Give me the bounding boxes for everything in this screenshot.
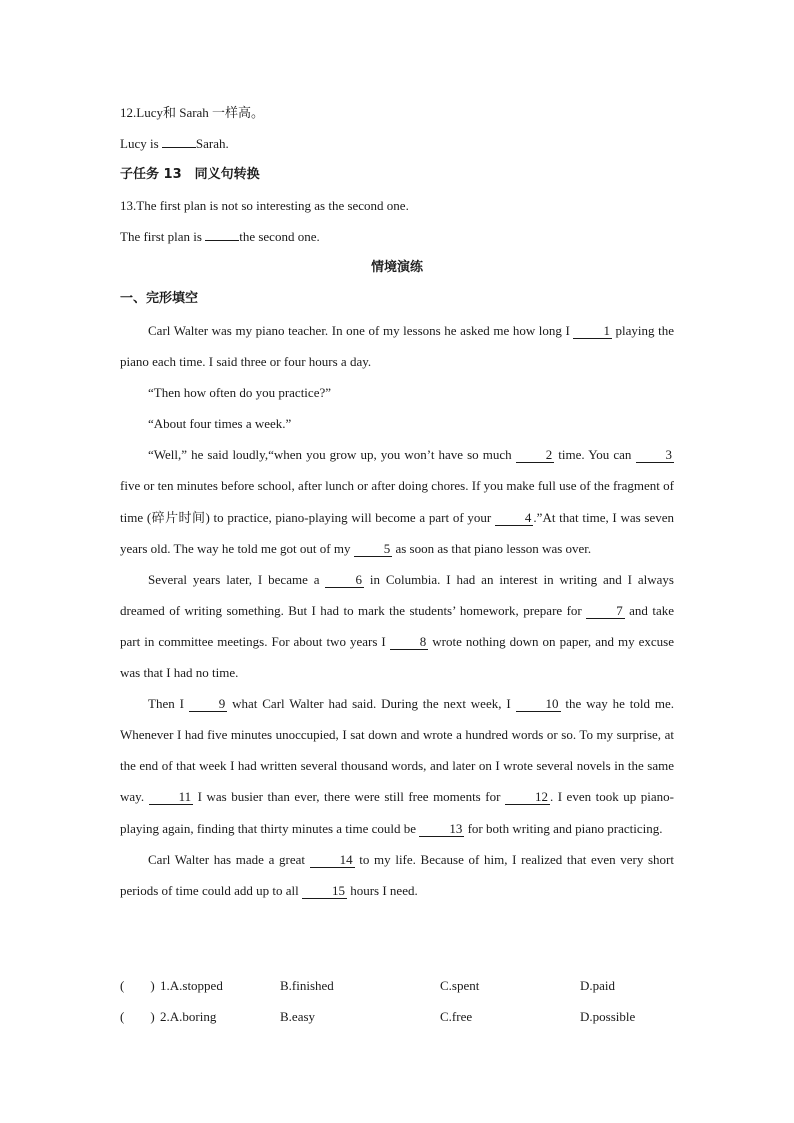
paragraph-4: “Well,” he said loudly,“when you grow up, you won’t have so much 2 time. You can 3 five or ten minutes before school, after lunch or after doing chores. If you make full use of the fragment of time (碎片时间) to practice, piano-playing will become a part of your 4 .”At that time, I was seven years old. The way he told me got out of my 5 as soon as that piano lesson was over. [120, 447, 675, 556]
exercise-12-pre: Lucy is [120, 136, 162, 151]
exercise-12-post: Sarah. [195, 136, 229, 151]
blank-2[interactable]: 2 [516, 448, 555, 463]
blank-15[interactable]: 15 [302, 884, 347, 899]
blank-13[interactable]: 13 [419, 822, 464, 837]
paragraph-3: “About four times a week.” [148, 416, 292, 432]
exercise-13-post: the second one. [239, 229, 320, 244]
part-title: 一、完形填空 [120, 291, 199, 306]
blank-3[interactable]: 3 [636, 448, 675, 463]
blank-7[interactable]: 7 [586, 604, 625, 619]
paragraph-2: “Then how often do you practice?” [148, 385, 332, 401]
blank-10[interactable]: 10 [516, 697, 561, 712]
option-c[interactable]: C.spent [440, 978, 480, 993]
exercise-12-answer-line [120, 135, 229, 153]
paragraph-5: Several years later, I became a 6 in Columbia. I had an interest in writing and I always dreamed of writing something. But I had to mark the students’ homework, prepare for 7 and take part in committee meetings. For about two years I 8 wrote nothing down on paper, and my excuse was that I had no time. [120, 571, 674, 681]
paragraph-7: Carl Walter has made a great 14 to my life. Because of him, I realized that even very short periods of time could add up to all 15 hours I need. [120, 851, 674, 898]
option-d[interactable]: D.possible [580, 1009, 636, 1024]
cloze-passage [120, 315, 674, 906]
answer-blank[interactable] [162, 135, 196, 148]
answer-blank[interactable] [205, 228, 239, 241]
answer-bracket[interactable]: ( ) [120, 1009, 155, 1024]
paragraph-6: Then I 9 what Carl Walter had said. During the next week, I 10 the way he told me. Whenever I had five minutes unoccupied, I sat down and wrote a hundred words or so. To my surprise, at the end of that week I had written several thousand words, and later on I wrote several novels in the same way. 11 I was busier than ever, there were still free moments for 12 . I even took up piano-playing again, finding that thirty minutes a time could be 13 for both writing and piano practicing. [120, 696, 674, 836]
blank-5[interactable]: 5 [354, 542, 393, 557]
exercise-13-pre: The first plan is [120, 229, 206, 244]
blank-8[interactable]: 8 [390, 635, 429, 650]
blank-11[interactable]: 11 [149, 790, 194, 805]
paragraph-1: Carl Walter was my piano teacher. In one of my lessons he asked me how long I 1 playing the piano each time. I said three or four hours a day. [120, 323, 674, 370]
blank-1[interactable]: 1 [573, 324, 612, 339]
option-b[interactable]: B.finished [280, 978, 334, 993]
blank-4[interactable]: 4 [495, 511, 534, 526]
blank-12[interactable]: 12 [505, 790, 550, 805]
blank-14[interactable]: 14 [310, 853, 355, 868]
exercise-13-prompt: 13.The first plan is not so interesting as the second one. [120, 198, 409, 213]
exercise-12-prompt: 12.Lucy和 Sarah 一样高。 [120, 105, 265, 120]
option-a[interactable]: 1.A.stopped [160, 978, 223, 993]
blank-6[interactable]: 6 [325, 573, 364, 588]
exercise-13-answer-line [120, 228, 320, 246]
subtask-13-heading: 子任务 13 同义句转换 [120, 167, 260, 182]
blank-9[interactable]: 9 [189, 697, 228, 712]
option-a[interactable]: 2.A.boring [160, 1009, 217, 1024]
option-b[interactable]: B.easy [280, 1009, 316, 1024]
option-d[interactable]: D.paid [580, 978, 616, 993]
option-c[interactable]: C.free [440, 1009, 473, 1024]
section-title: 情境演练 [370, 260, 423, 275]
answer-bracket[interactable]: ( ) [120, 978, 155, 993]
